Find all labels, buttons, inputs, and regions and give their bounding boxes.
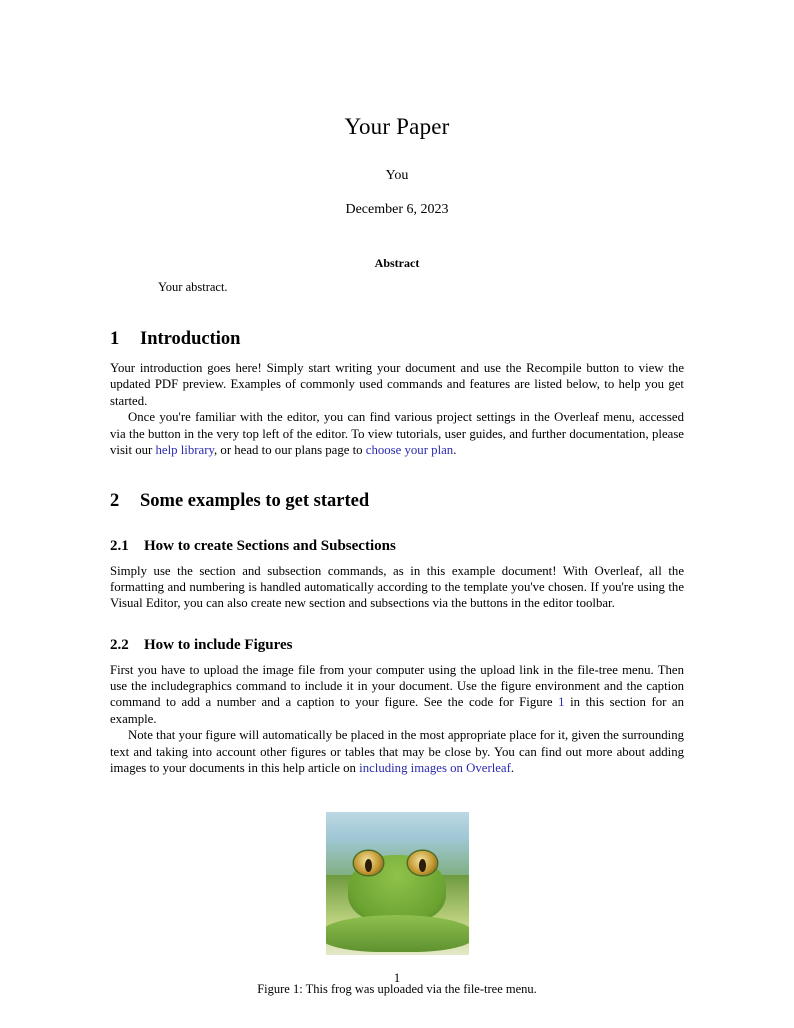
paragraph-text-before: Once you're familiar with the editor, you can find various project settings in the Overleaf menu, accessed via the button in the very top left of the editor. To view tutorials, user guides, and further documentation, please visit our	[110, 410, 684, 457]
figure-reference-link[interactable]: 1	[558, 695, 565, 710]
section-1-paragraph-2	[110, 409, 684, 458]
section-heading-2	[110, 490, 684, 512]
frog-image	[326, 812, 469, 955]
paragraph-text-middle: , or head to our plans page to	[214, 442, 366, 457]
page-number: 1	[393, 971, 401, 985]
subsection-heading-2-2	[110, 636, 684, 654]
paragraph-text-before: First you have to upload the image file from your computer using the upload link in the file-tree menu. Then use the includegraphics command to include it in your document. Use the figure environment and the caption command to add a number and a caption to your figure. See the code for Figure	[110, 662, 684, 710]
section-heading-1	[110, 328, 684, 350]
section-number-1: 1	[110, 328, 120, 349]
abstract-heading: Abstract	[374, 256, 420, 270]
page-title: Your Paper	[344, 114, 450, 139]
abstract-text: Your abstract.	[158, 280, 228, 294]
section-title-1: Introduction	[140, 328, 241, 349]
paragraph-text-after: .	[510, 760, 515, 775]
document-author: You	[385, 168, 409, 183]
including-images-link[interactable]: including images on Overleaf	[359, 760, 511, 775]
subsection-number-2-2: 2.2	[110, 636, 129, 653]
paragraph-text-after: in this section for an example.	[110, 695, 685, 726]
paragraph-text-before: Note that your figure will automatically be placed in the most appropriate place for it, given the surrounding text and taking into account other figures or tables that may be close by. You can find out more about adding images to your documents in this help article on	[110, 728, 684, 775]
subsection-number-2-1: 2.1	[110, 537, 129, 554]
subsection-2-1-paragraph-1: Simply use the section and subsection commands, as in this example document! With Overleaf, all the formatting and numbering is handled automatically according to the template you've chosen. If you're using the Visual Editor, you can also create new section and subsections via the buttons in the editor toolbar.	[110, 563, 684, 611]
image-leaf	[326, 915, 469, 952]
subsection-2-2-paragraph-2	[110, 727, 684, 776]
figure-1	[110, 812, 684, 997]
subsection-heading-2-1	[110, 537, 684, 555]
section-title-2: Some examples to get started	[140, 491, 370, 512]
help-library-link[interactable]: help library	[155, 442, 215, 457]
document-date: December 6, 2023	[345, 202, 449, 217]
subsection-title-2-2: How to include Figures	[144, 636, 293, 653]
section-number-2: 2	[110, 491, 120, 512]
figure-caption: Figure 1: This frog was uploaded via the file-tree menu.	[257, 982, 537, 997]
paragraph-text-after: .	[453, 442, 457, 457]
choose-your-plan-link[interactable]: choose your plan	[365, 442, 454, 457]
subsection-title-2-1: How to create Sections and Subsections	[144, 537, 396, 554]
section-1-paragraph-1: Your introduction goes here! Simply start writing your document and use the Recompile button to view the updated PDF preview. Examples of commonly used commands and features are listed below, to help you get started.	[110, 361, 684, 408]
subsection-2-2-paragraph-1	[110, 662, 684, 728]
